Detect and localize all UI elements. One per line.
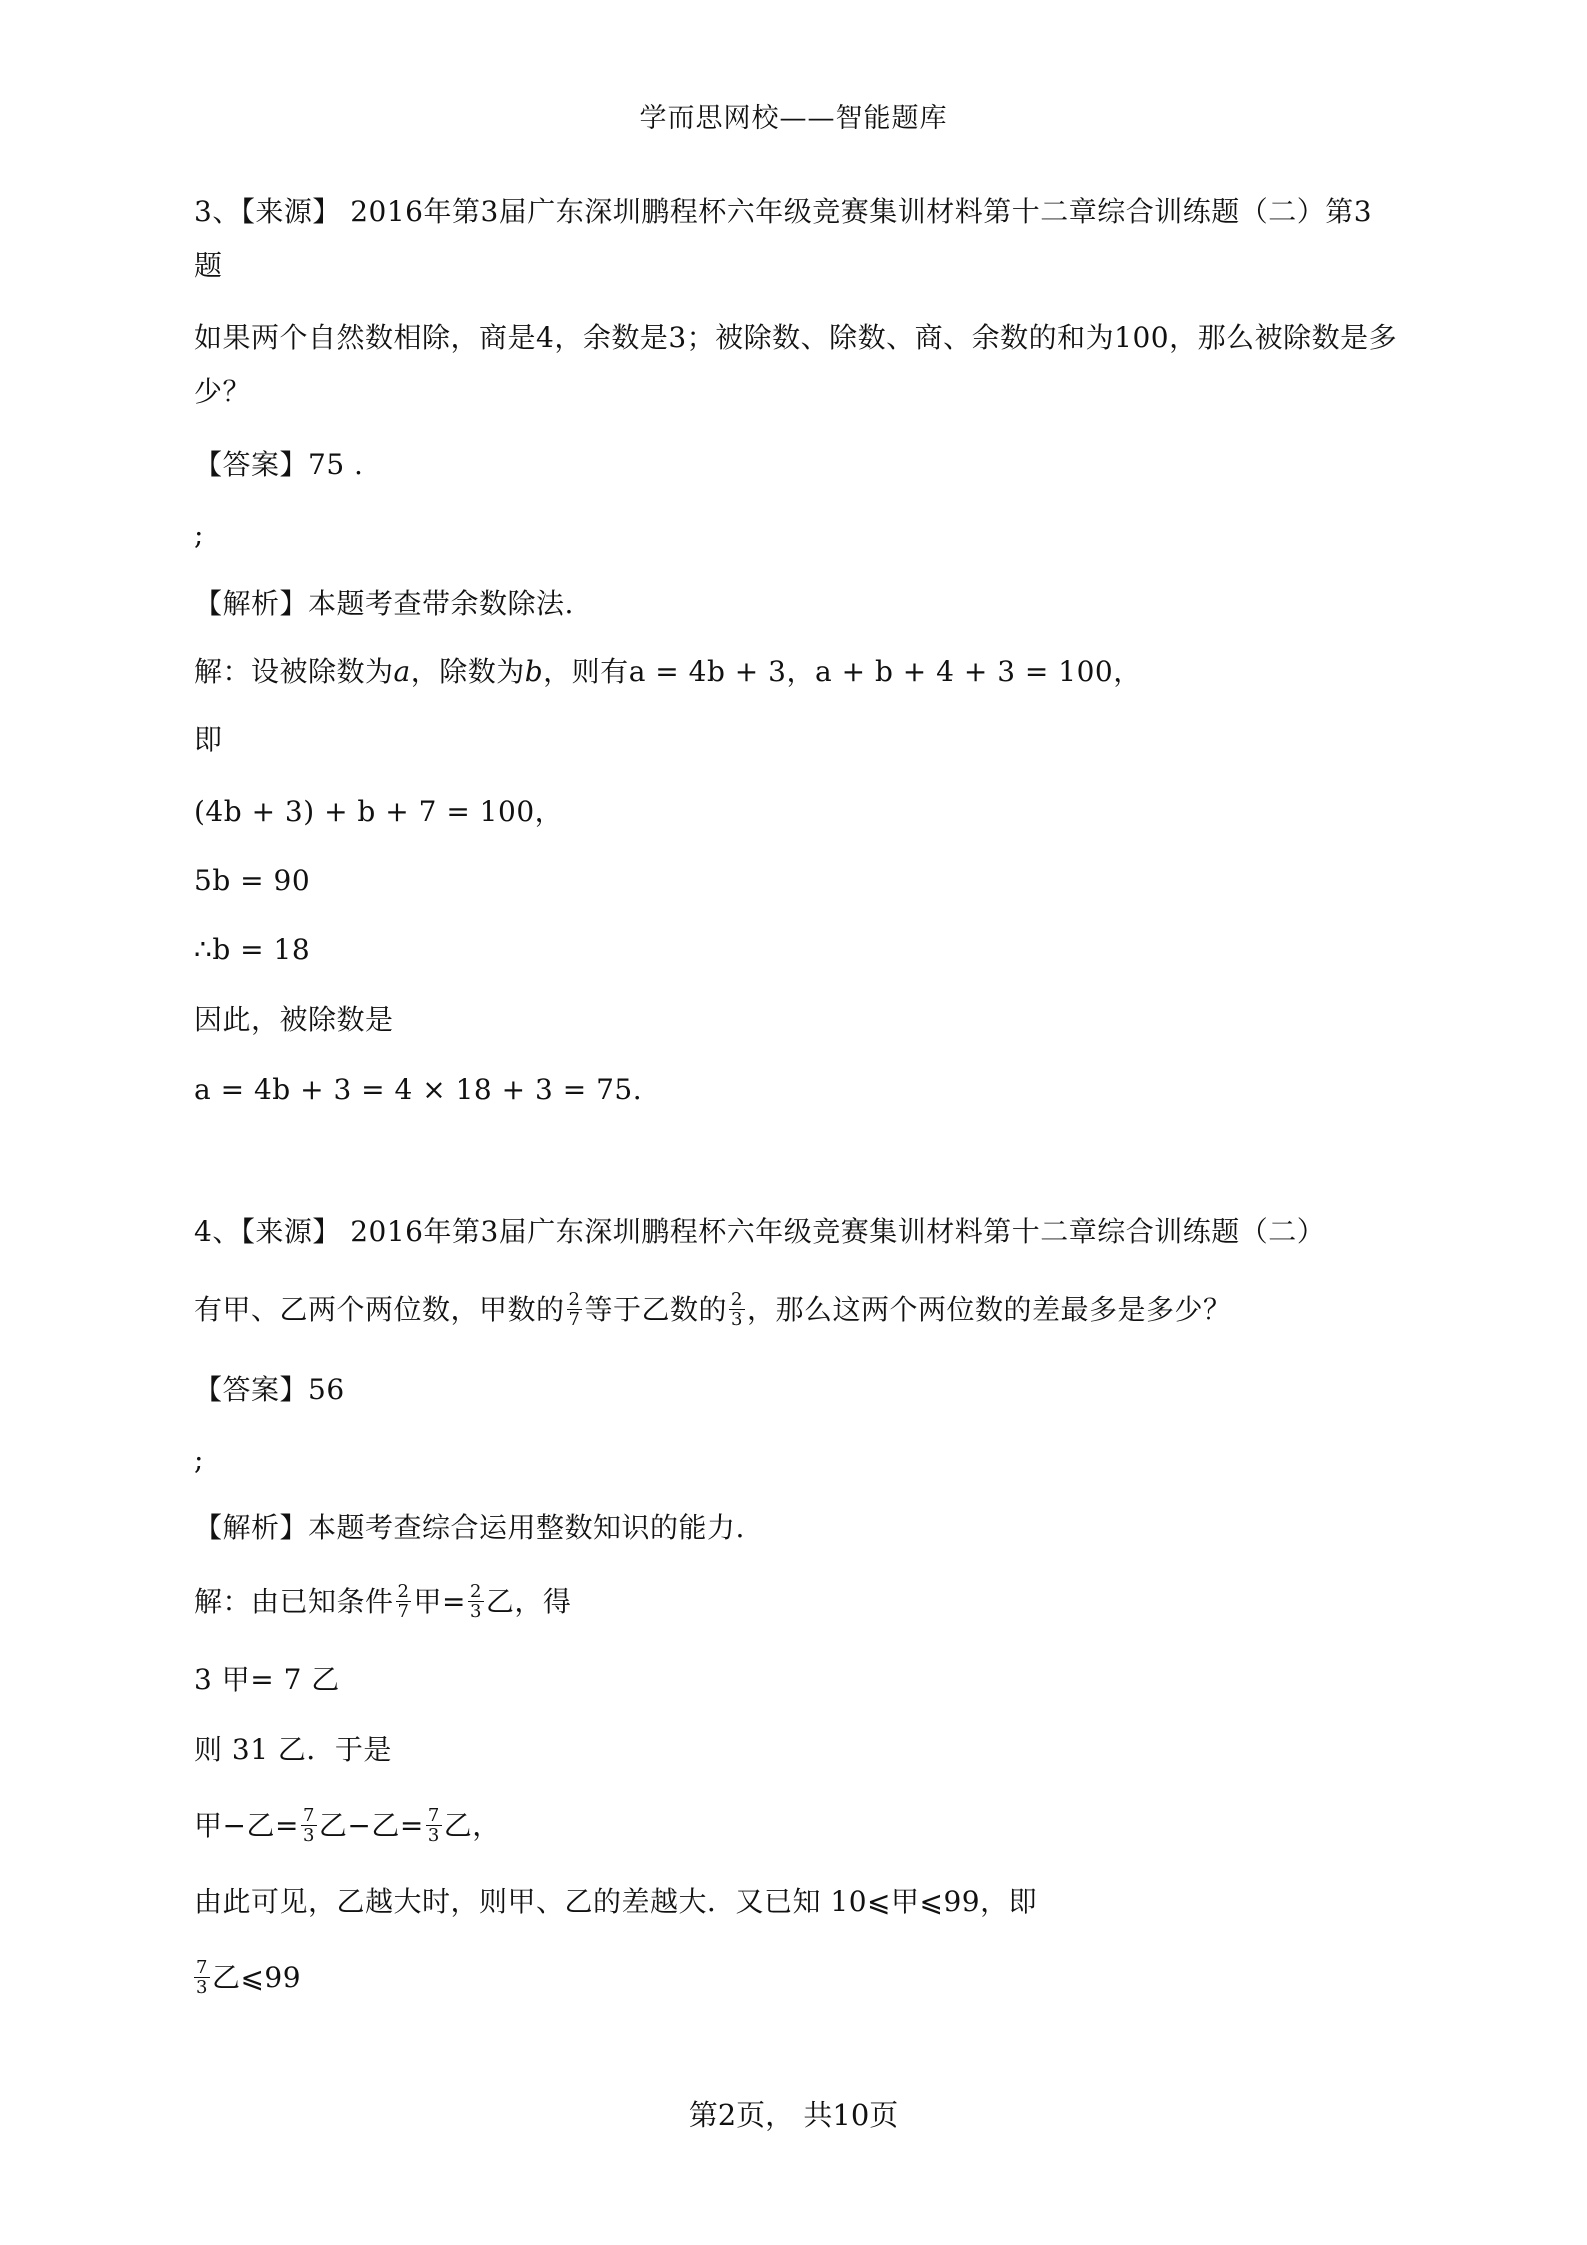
q3-source-line2: 题 <box>194 249 223 282</box>
frac-numerator: 2 <box>397 1581 410 1602</box>
q3-separator: ; <box>194 518 204 551</box>
page-header: 学而思网校——智能题库 <box>639 103 948 134</box>
q4-step1: 3 甲= 7 乙 <box>194 1663 340 1696</box>
frac-numerator: 2 <box>568 1289 581 1310</box>
q4-sol-part1: 解：由已知条件 <box>194 1585 394 1618</box>
q4-last-frac-7-3 <box>194 1958 210 1997</box>
q4-step2: 则 31 乙．于是 <box>194 1733 392 1766</box>
q4-frac-2-3 <box>729 1290 745 1329</box>
q4-diff-part2: 乙−乙= <box>318 1809 424 1842</box>
q3-sol-eq2: a + b + 4 + 3 = 100， <box>814 655 1142 688</box>
q3-eq-step2: 5b = 90 <box>194 864 311 897</box>
q3-sol-eq1: a = 4b + 3 <box>628 655 787 688</box>
q4-sol-frac-2-3 <box>468 1582 484 1621</box>
frac-numerator: 7 <box>427 1805 440 1826</box>
frac-denominator: 7 <box>397 1601 410 1622</box>
q3-solution-line <box>194 652 1142 692</box>
frac-numerator: 7 <box>302 1805 315 1826</box>
q4-frac-2-7 <box>567 1290 583 1329</box>
q4-answer: 【答案】56 <box>194 1373 345 1406</box>
q4-analysis: 【解析】本题考查综合运用整数知识的能力. <box>194 1511 745 1544</box>
q4-question-part2: 等于乙数的 <box>584 1293 727 1326</box>
page-footer: 第2页， 共10页 <box>688 2098 899 2132</box>
frac-denominator: 3 <box>469 1601 482 1622</box>
q4-diff-frac-7-3-b <box>426 1806 442 1845</box>
q3-sol-var-b: b <box>524 655 544 688</box>
q3-sol-comma: ， <box>786 655 815 688</box>
q3-sol-mid: ，除数为 <box>410 655 525 688</box>
q3-eq-final: a = 4b + 3 = 4 × 18 + 3 = 75. <box>194 1073 643 1106</box>
frac-denominator: 3 <box>196 1977 208 1998</box>
q4-last-part: 乙⩽99 <box>211 1961 302 1994</box>
q4-diff-part3: 乙， <box>443 1809 501 1842</box>
q3-ji: 即 <box>194 723 223 756</box>
q4-sol-frac-2-7 <box>396 1582 412 1621</box>
frac-denominator: 3 <box>730 1309 743 1330</box>
q3-answer: 【答案】75 . <box>194 448 364 481</box>
q3-therefore: 因此，被除数是 <box>194 1003 394 1036</box>
frac-denominator: 3 <box>427 1825 440 1846</box>
q4-sol-part2: 甲= <box>413 1585 466 1618</box>
frac-numerator: 7 <box>196 1957 208 1978</box>
q4-question-part1: 有甲、乙两个两位数，甲数的 <box>194 1293 565 1326</box>
frac-numerator: 2 <box>469 1581 482 1602</box>
q3-source-line1: 3、【来源】 2016年第3届广东深圳鹏程杯六年级竞赛集训材料第十二章综合训练题（二）第3 <box>194 195 1373 228</box>
frac-denominator: 7 <box>568 1309 581 1330</box>
frac-denominator: 3 <box>302 1825 315 1846</box>
q4-question <box>194 1290 1231 1331</box>
q3-analysis: 【解析】本题考查带余数除法. <box>194 587 574 620</box>
q4-conclusion: 由此可见，乙越大时，则甲、乙的差越大．又已知 10⩽甲⩽99，即 <box>194 1885 1038 1918</box>
q3-sol-then: ，则有 <box>543 655 629 688</box>
q4-separator: ; <box>194 1443 204 1476</box>
q4-last-line <box>194 1958 301 1999</box>
frac-numerator: 2 <box>730 1289 743 1310</box>
q4-diff-frac-7-3-a <box>301 1806 317 1845</box>
q4-question-part3: ，那么这两个两位数的差最多是多少？ <box>746 1293 1232 1326</box>
q4-solution-line <box>194 1582 571 1623</box>
q4-difference-line <box>194 1806 501 1847</box>
q3-sol-prefix: 解：设被除数为 <box>194 655 394 688</box>
q4-sol-part3: 乙，得 <box>485 1585 572 1618</box>
q3-question-line1: 如果两个自然数相除，商是4，余数是3；被除数、除数、商、余数的和为100，那么被除数是多 <box>194 321 1398 354</box>
q3-eq-step1: (4b + 3) + b + 7 = 100， <box>194 795 564 828</box>
q3-eq-step3: ∴b = 18 <box>194 933 311 966</box>
q3-question-line2: 少？ <box>194 375 252 408</box>
q3-sol-var-a: a <box>393 655 411 688</box>
q4-source-line: 4、【来源】 2016年第3届广东深圳鹏程杯六年级竞赛集训材料第十二章综合训练题（二） <box>194 1215 1326 1248</box>
q4-diff-part1: 甲−乙= <box>194 1809 299 1842</box>
